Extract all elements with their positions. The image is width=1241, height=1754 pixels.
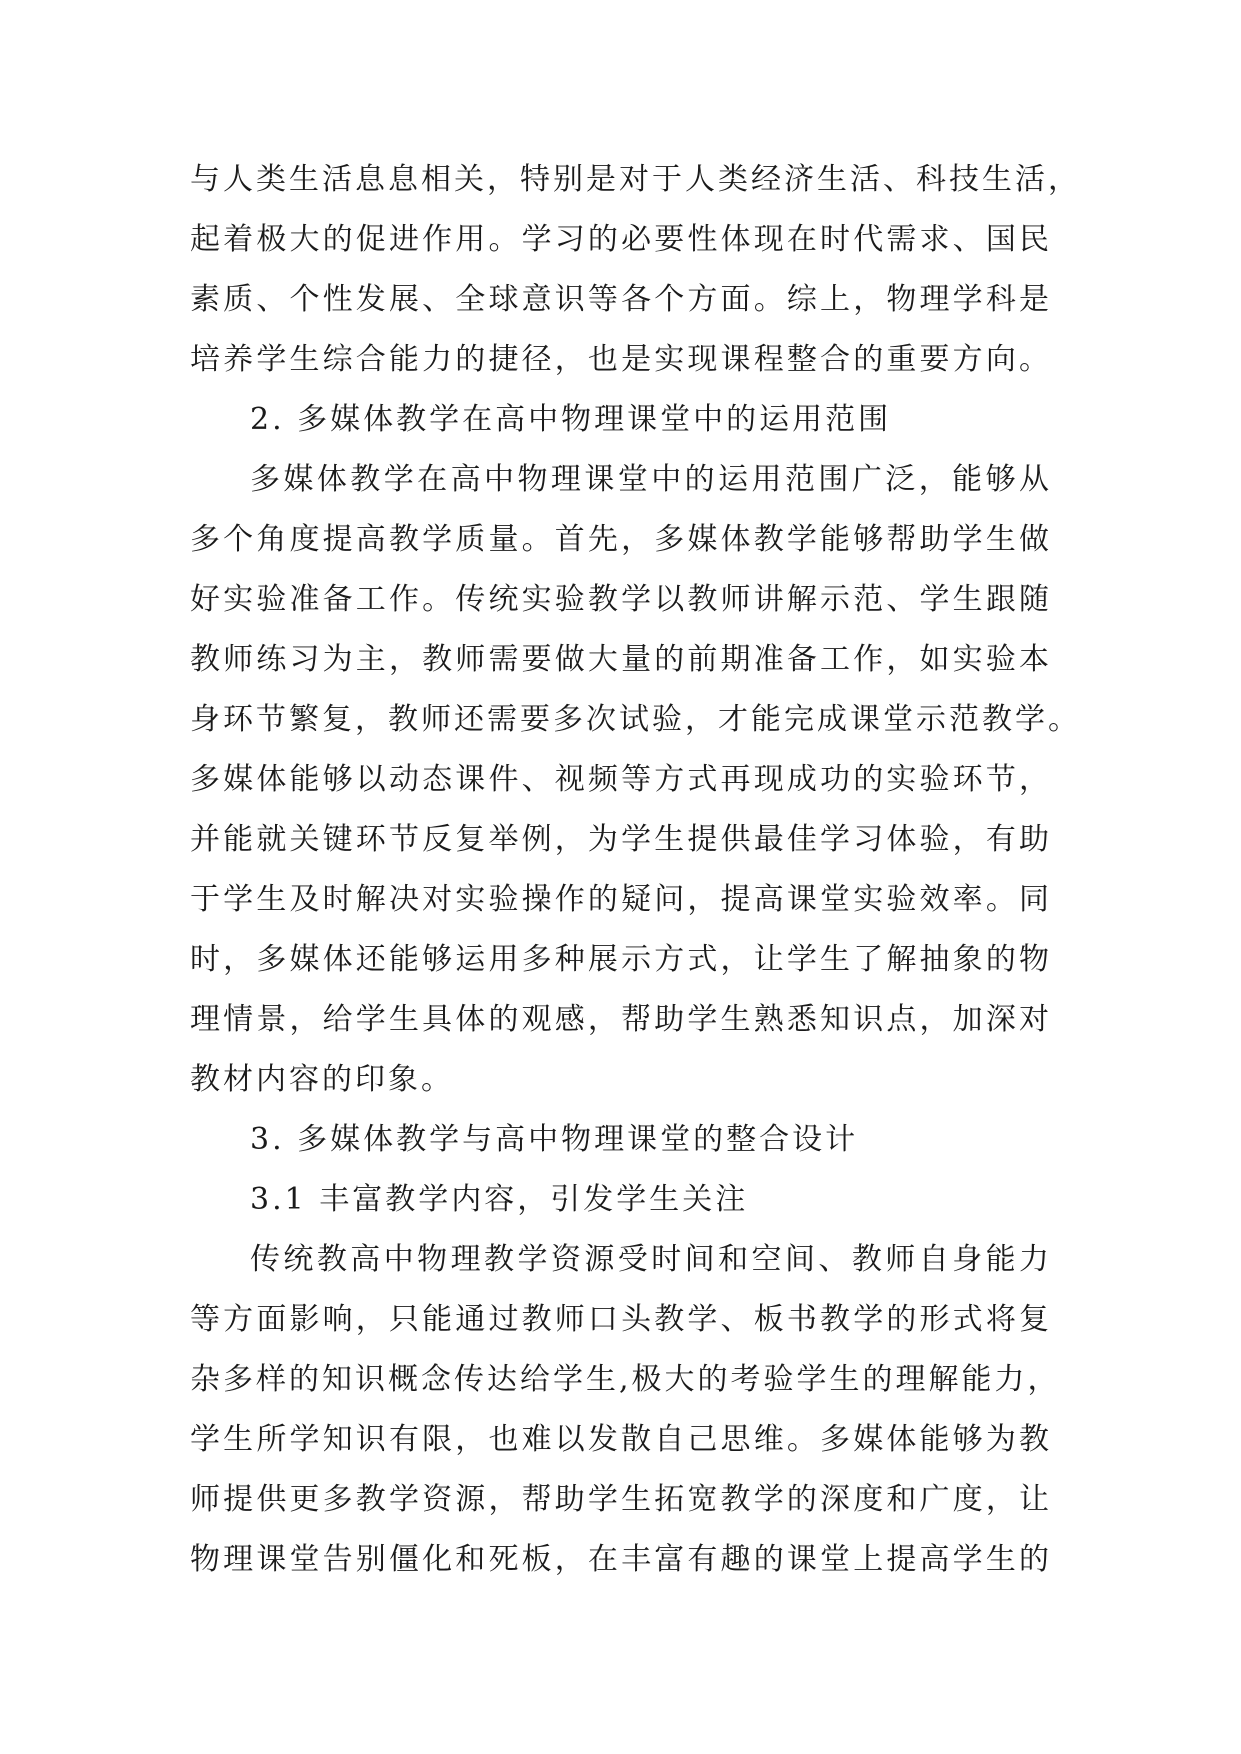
text-line: 起着极大的促进作用。学习的必要性体现在时代需求、国民 [190, 222, 1052, 257]
paragraph-last-line: 教材内容的印象。 [190, 1062, 454, 1097]
text-line: 学生所学知识有限，也难以发散自己思维。多媒体能够为教 [190, 1422, 1052, 1457]
section-heading: 2. 多媒体教学在高中物理课堂中的运用范围 [250, 402, 892, 437]
document-body [190, 150, 1081, 1590]
section-heading: 3. 多媒体教学与高中物理课堂的整合设计 [250, 1122, 859, 1157]
text-line: 于学生及时解决对实验操作的疑问，提高课堂实验效率。同 [190, 882, 1052, 917]
text-line: 理情景，给学生具体的观感，帮助学生熟悉知识点，加深对 [190, 1002, 1052, 1037]
text-line: 多个角度提高教学质量。首先，多媒体教学能够帮助学生做 [190, 522, 1052, 557]
text-line: 与人类生活息息相关，特别是对于人类经济生活、科技生活， [190, 162, 1081, 197]
text-line: 素质、个性发展、全球意识等各个方面。综上，物理学科是 [190, 282, 1052, 317]
text-line: 等方面影响，只能通过教师口头教学、板书教学的形式将复 [190, 1302, 1052, 1337]
text-line: 时，多媒体还能够运用多种展示方式，让学生了解抽象的物 [190, 942, 1052, 977]
text-line: 培养学生综合能力的捷径，也是实现课程整合的重要方向。 [190, 342, 1052, 377]
text-line: 物理课堂告别僵化和死板，在丰富有趣的课堂上提高学生的 [190, 1542, 1052, 1577]
paragraph-first-line: 传统教高中物理教学资源受时间和空间、教师自身能力 [250, 1242, 1052, 1277]
paragraph-first-line: 多媒体教学在高中物理课堂中的运用范围广泛，能够从 [250, 462, 1052, 497]
text-line: 身环节繁复，教师还需要多次试验，才能完成课堂示范教学。 [190, 702, 1081, 737]
text-line: 多媒体能够以动态课件、视频等方式再现成功的实验环节， [190, 762, 1052, 797]
text-line: 并能就关键环节反复举例，为学生提供最佳学习体验，有助 [190, 822, 1052, 857]
text-line: 师提供更多教学资源，帮助学生拓宽教学的深度和广度，让 [190, 1482, 1052, 1517]
text-line: 杂多样的知识概念传达给学生,极大的考验学生的理解能力， [190, 1362, 1061, 1397]
text-line: 教师练习为主，教师需要做大量的前期准备工作，如实验本 [190, 642, 1052, 677]
text-line: 好实验准备工作。传统实验教学以教师讲解示范、学生跟随 [190, 582, 1052, 617]
subsection-heading: 3.1 丰富教学内容，引发学生关注 [250, 1182, 749, 1217]
